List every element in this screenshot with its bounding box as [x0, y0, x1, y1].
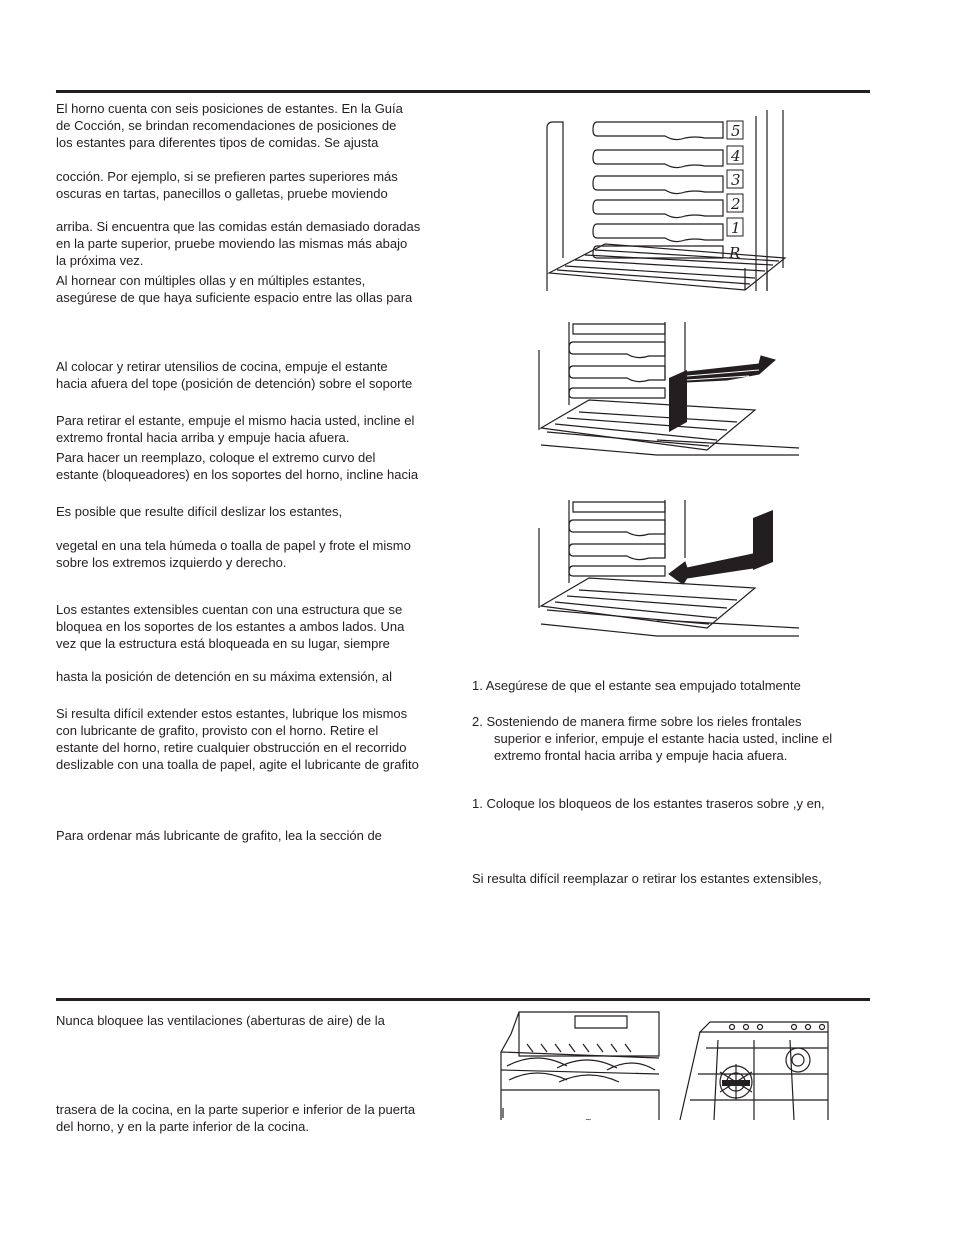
rack-label-r: R — [729, 244, 741, 262]
paragraph-stop-position: hasta la posición de detención en su máxima extensión, al — [56, 669, 393, 684]
paragraph-too-brown: arriba. Si encuentra que las comidas están demasiado doradas en la parte superior, pruebe moviendo las mismas más abajo la próxima vez. — [56, 219, 421, 268]
rack-label-1: 1 — [731, 219, 741, 237]
paragraph-vent-locations: trasera de la cocina, en la parte superior e inferior de la puerta del horno, y en la parte inferior de la cocina. — [56, 1102, 416, 1134]
rack-label-5: 5 — [731, 122, 741, 140]
paragraph-order-lubricant: Para ordenar más lubricante de grafito, lea la sección de — [56, 828, 382, 843]
figure-rack-positions — [545, 108, 790, 293]
rack-label-2: 2 — [731, 195, 741, 213]
svg-text:~: ~ — [585, 1115, 592, 1122]
rack-label-4: 4 — [731, 147, 741, 165]
paragraph-vegetable-oil: vegetal en una tela húmeda o toalla de papel y frote el mismo sobre los extremos izquierdo y derecho. — [56, 538, 411, 570]
paragraph-darker-tops: cocción. Por ejemplo, si se prefieren partes superiores más oscuras en tartas, panecillos o galletas, pruebe moviendo — [56, 169, 398, 201]
figure-range-vents-1 — [497, 1010, 663, 1122]
paragraph-difficult-slide: Es posible que resulte difícil deslizar los estantes, — [56, 504, 343, 519]
step-push-rack-fully: 1. Asegúrese de que el estante sea empujado totalmente — [472, 678, 801, 693]
paragraph-place-remove-cookware: Al colocar y retirar utensilios de cocina, empuje el estante hacia afuera del tope (posición de detención) sobre el soporte — [56, 359, 413, 391]
step-place-rear-locks: 1. Coloque los bloqueos de los estantes traseros sobre ,y en, — [472, 796, 825, 811]
rack-label-3: 3 — [731, 171, 741, 189]
paragraph-never-block-vents: Nunca bloquee las ventilaciones (aberturas de aire) de la — [56, 1013, 385, 1028]
figure-remove-rack — [537, 320, 799, 460]
figure-range-vents-2 — [678, 1020, 830, 1122]
paragraph-graphite-lubricant: Si resulta difícil extender estos estantes, lubrique los mismos con lubricante de grafito, provisto con el horno. Retire el estante del horno, retire cualquier obstrucción en el recorrido deslizable con una toalla de papel, agite el lubricante de grafito — [56, 706, 419, 772]
paragraph-extension-racks: Los estantes extensibles cuentan con una estructura que se bloquea en los soportes de los estantes a ambos lados. Una vez que la estructura está bloqueada en su lugar, siempre — [56, 602, 405, 651]
paragraph-replace-rack: Para hacer un reemplazo, coloque el extremo curvo del estante (bloqueadores) en los soportes del horno, incline hacia — [56, 450, 419, 482]
section-rule-vents — [56, 998, 870, 1001]
note-difficult-replace: Si resulta difícil reemplazar o retirar los estantes extensibles, — [472, 871, 822, 886]
paragraph-multiple-pans: Al hornear con múltiples ollas y en múltiples estantes, asegúrese de que haya suficiente espacio entre las ollas para — [56, 273, 413, 305]
figure-replace-rack — [537, 498, 799, 640]
paragraph-rack-positions: El horno cuenta con seis posiciones de estantes. En la Guía de Cocción, se brindan recomendaciones de posiciones de los estantes para diferentes tipos de comidas. Se ajusta — [56, 101, 403, 150]
paragraph-remove-rack: Para retirar el estante, empuje el mismo hacia usted, incline el extremo frontal hacia arriba y empuje hacia afuera. — [56, 413, 415, 445]
step-hold-rails: 2. Sosteniendo de manera firme sobre los rieles frontales superior e inferior, empuje el estante hacia usted, incline el extremo frontal hacia arriba y empuje hacia afuera. — [472, 714, 833, 763]
section-rule-top — [56, 90, 870, 93]
